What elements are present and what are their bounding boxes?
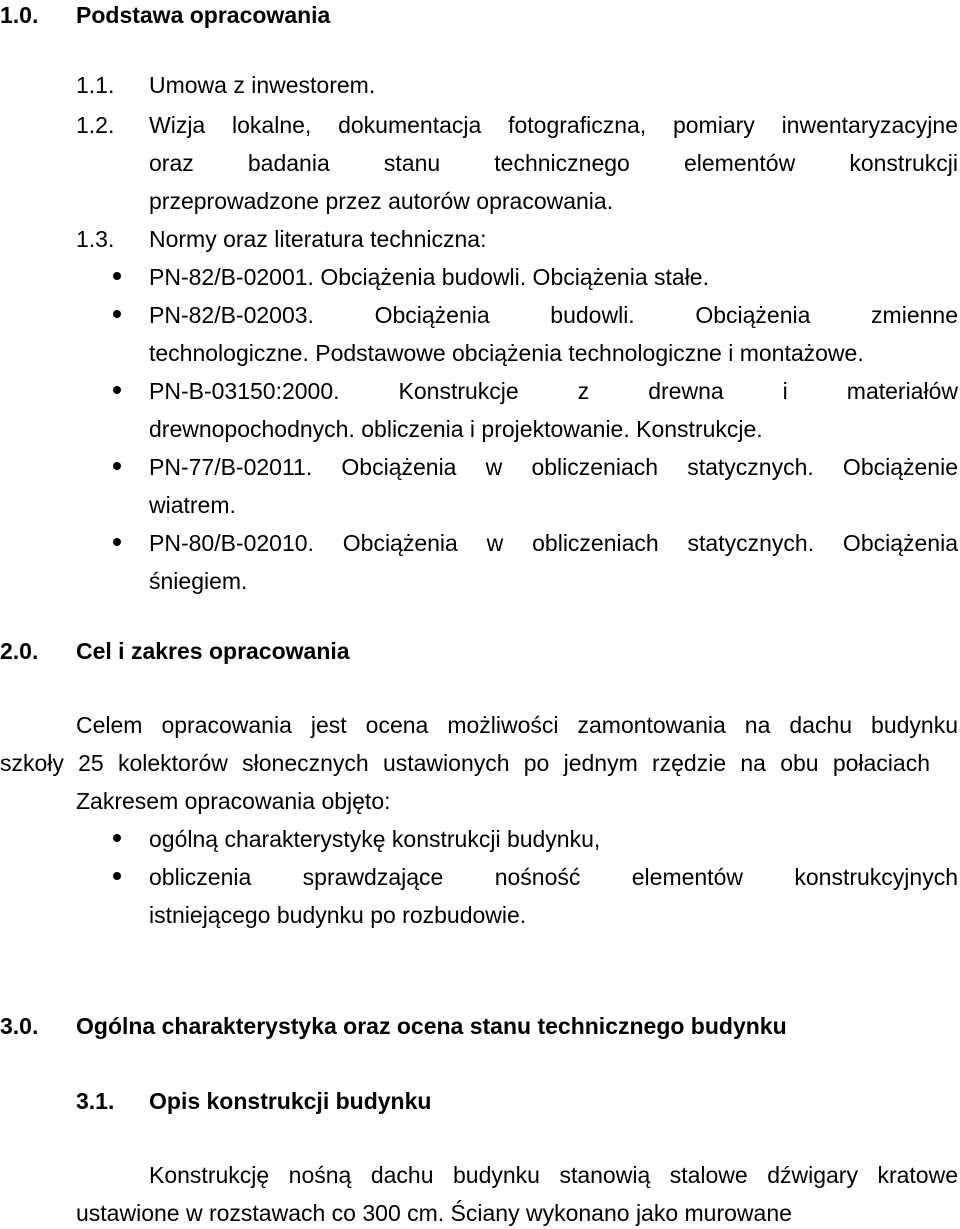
scope-item-1: ogólną charakterystykę konstrukcji budynku, — [149, 826, 601, 852]
item-1-1-number: 1.1. — [76, 72, 115, 98]
subsection-3-1-number: 3.1. — [76, 1088, 115, 1114]
bullet-icon — [113, 386, 121, 394]
section-3-number: 3.0. — [0, 1013, 39, 1039]
section-1-number: 1.0. — [0, 2, 39, 28]
section-2-paragraph-line-1: Celem opracowania jest ocena możliwości zamontowania na dachu budynku — [76, 712, 958, 738]
scope-item-2-line-2: istniejącego budynku po rozbudowie. — [149, 902, 527, 928]
bullet-icon — [113, 538, 121, 546]
bullet-icon — [113, 834, 121, 842]
subsection-3-1-title: Opis konstrukcji budynku — [149, 1088, 432, 1114]
section-2-paragraph-line-2: szkoły 25 kolektorów słonecznych ustawionych po jednym rzędzie na obu połaciach — [0, 750, 930, 776]
norm-2-line-2: technologiczne. Podstawowe obciążenia technologiczne i montażowe. — [149, 340, 864, 366]
section-2-number: 2.0. — [0, 638, 39, 664]
scope-intro: Zakresem opracowania objęto: — [76, 788, 391, 814]
section-3-title: Ogólna charakterystyka oraz ocena stanu technicznego budynku — [76, 1013, 787, 1039]
norm-1-line-1: PN-82/B-02001. Obciążenia budowli. Obciążenia stałe. — [149, 264, 709, 290]
norm-3-line-2: drewnopochodnych. obliczenia i projektowanie. Konstrukcje. — [149, 416, 763, 442]
subsection-3-1-paragraph-line-2: ustawione w rozstawach co 300 cm. Ściany wykonano jako murowane — [76, 1200, 792, 1226]
norm-2-line-1: PN-82/B-02003. Obciążenia budowli. Obciążenia zmienne — [149, 302, 958, 328]
item-1-1-text: Umowa z inwestorem. — [149, 72, 376, 98]
norm-4-line-1: PN-77/B-02011. Obciążenia w obliczeniach statycznych. Obciążenie — [149, 454, 958, 480]
bullet-icon — [113, 310, 121, 318]
item-1-2-number: 1.2. — [76, 112, 115, 138]
bullet-icon — [113, 272, 121, 280]
scope-item-2-line-1: obliczenia sprawdzające nośność elementów konstrukcyjnych — [149, 864, 958, 890]
bullet-icon — [113, 872, 121, 880]
item-1-2-line-1: Wizja lokalne, dokumentacja fotograficzna, pomiary inwentaryzacyjne — [149, 112, 958, 138]
norm-5-line-1: PN-80/B-02010. Obciążenia w obliczeniach statycznych. Obciążenia — [149, 530, 958, 556]
item-1-2-line-2: oraz badania stanu technicznego elementów konstrukcji — [149, 150, 958, 176]
item-1-3-number: 1.3. — [76, 226, 115, 252]
item-1-2-line-3: przeprowadzone przez autorów opracowania. — [149, 188, 614, 214]
bullet-icon — [113, 462, 121, 470]
section-1-title: Podstawa opracowania — [76, 2, 331, 28]
norm-5-line-2: śniegiem. — [149, 568, 248, 594]
norm-4-line-2: wiatrem. — [149, 492, 236, 518]
section-2-title: Cel i zakres opracowania — [76, 638, 350, 664]
norm-3-line-1: PN-B-03150:2000. Konstrukcje z drewna i materiałów — [149, 378, 958, 404]
item-1-3-text: Normy oraz literatura techniczna: — [149, 226, 487, 252]
subsection-3-1-paragraph-line-1: Konstrukcję nośną dachu budynku stanowią stalowe dźwigary kratowe — [149, 1162, 958, 1188]
